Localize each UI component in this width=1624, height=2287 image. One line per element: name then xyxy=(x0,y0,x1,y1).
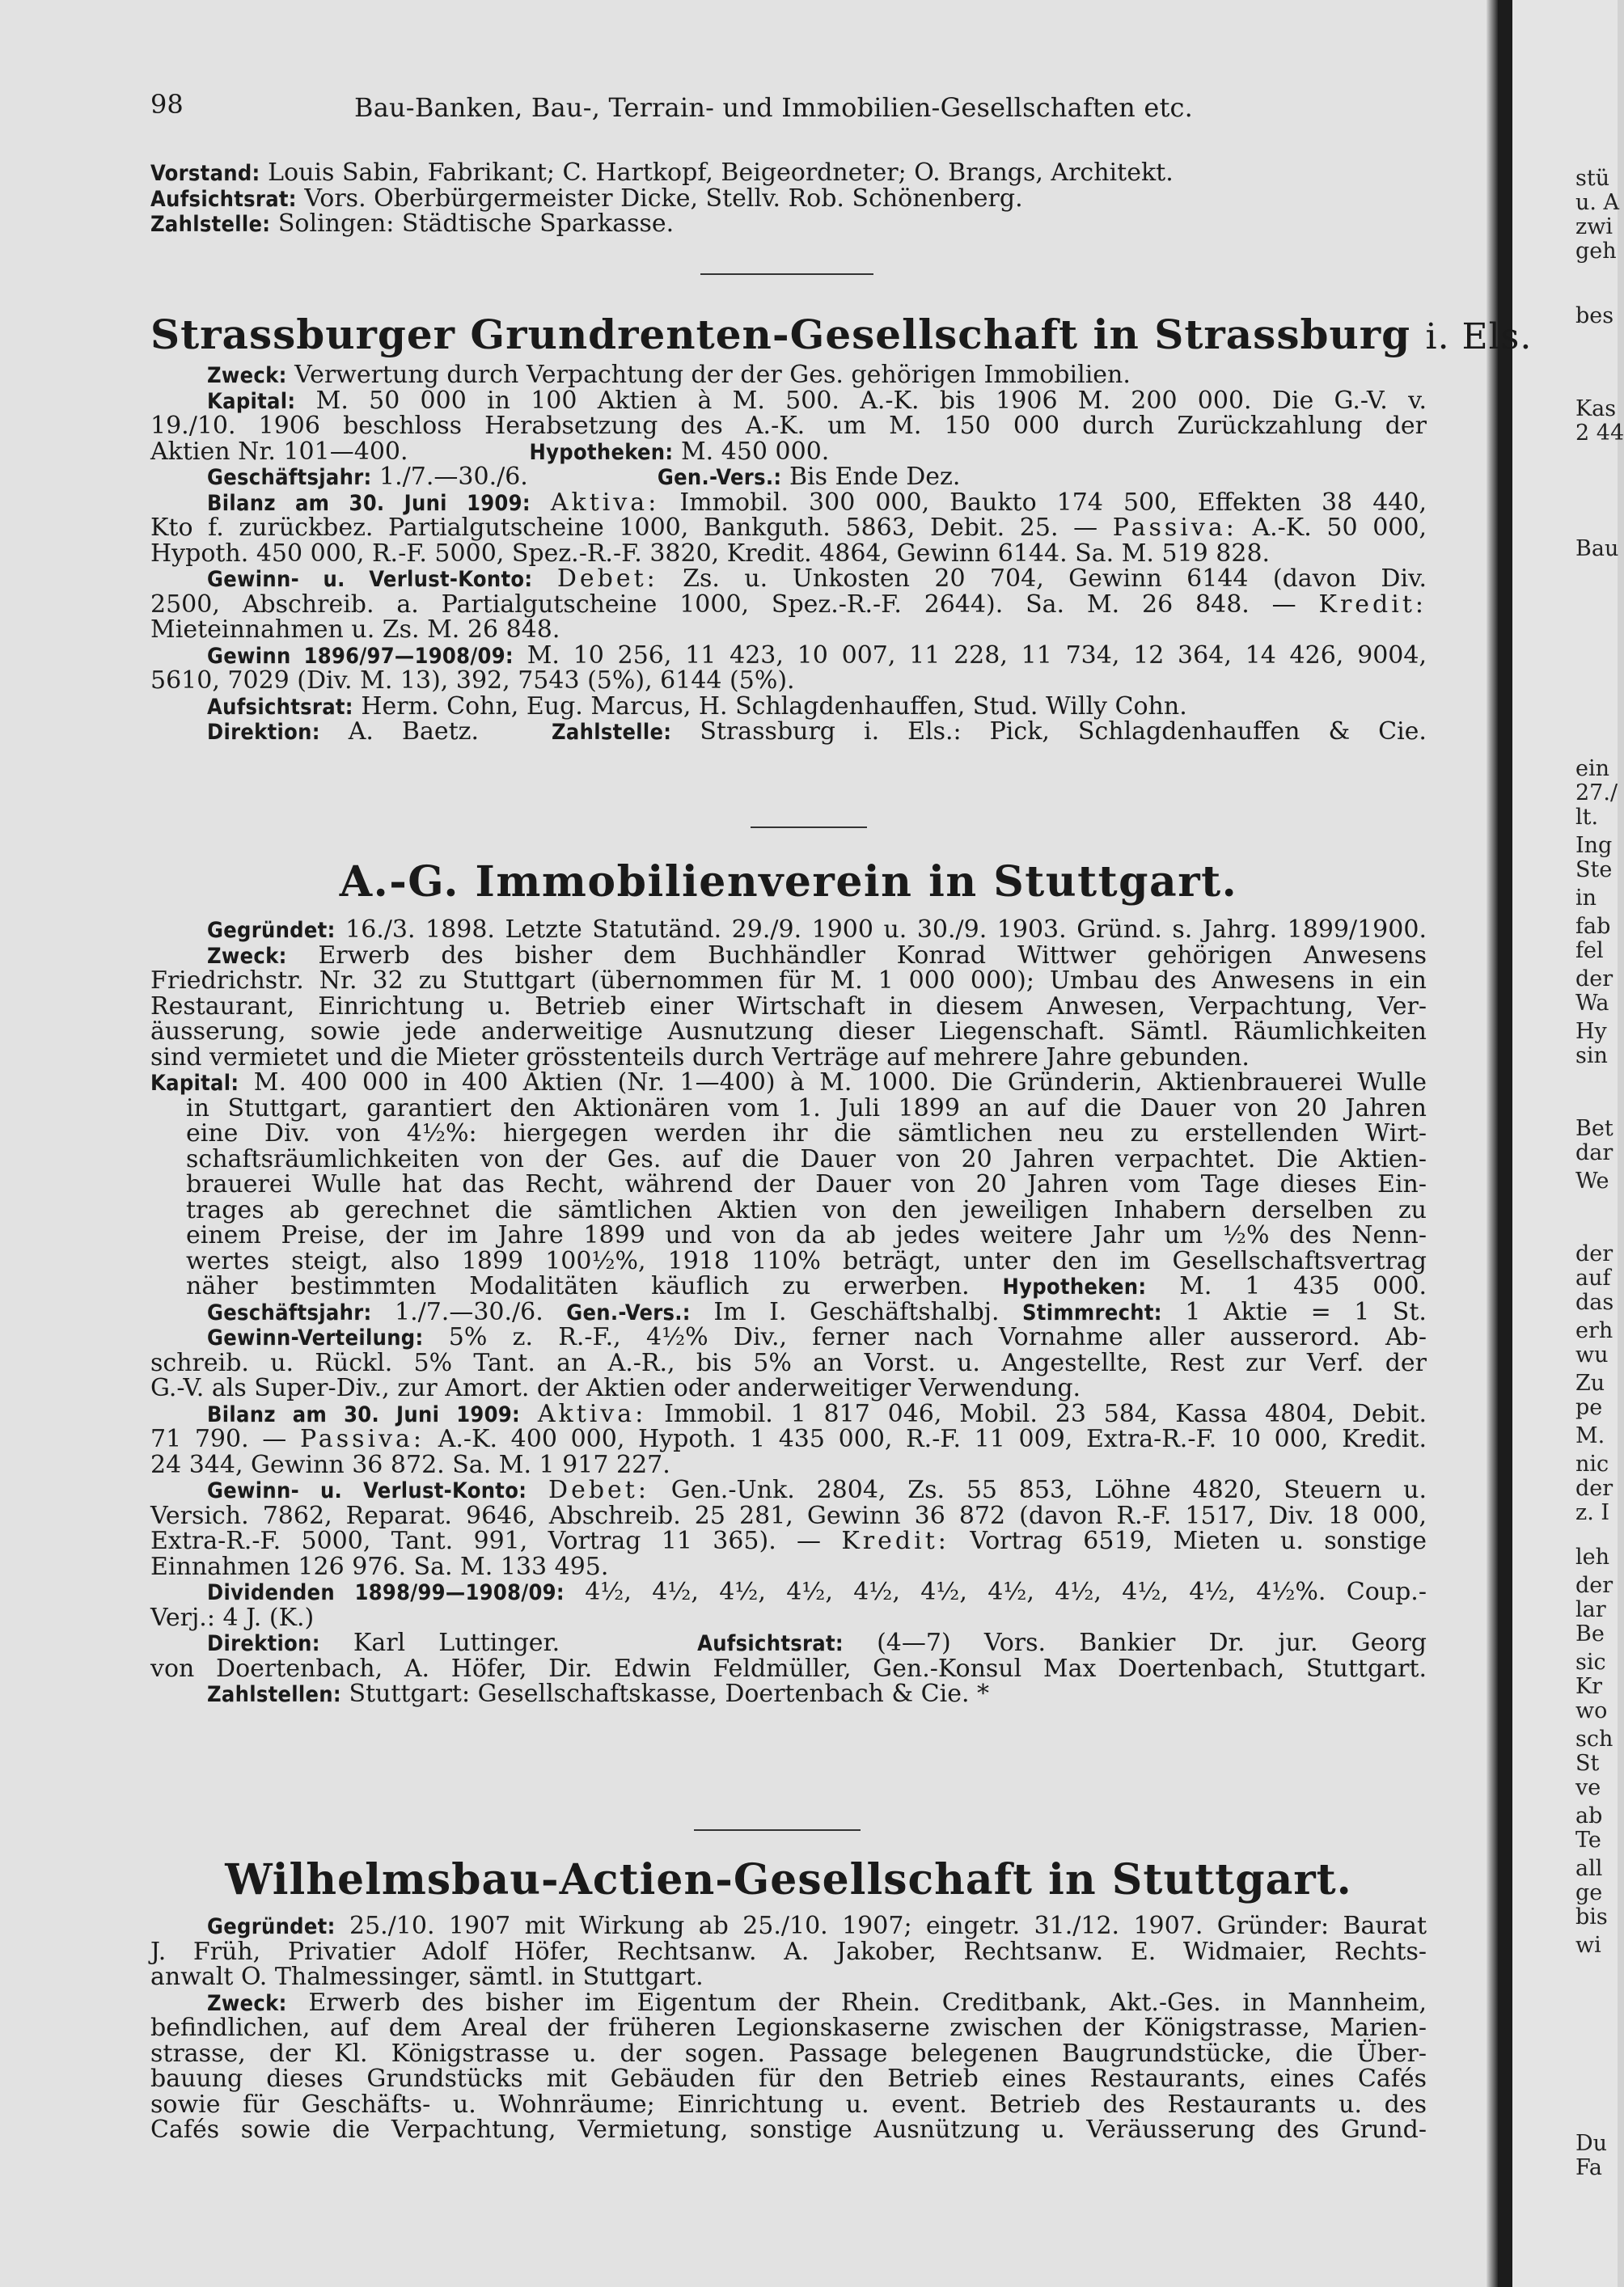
company-title xyxy=(150,857,1427,907)
vorstand-label: Vorstand: xyxy=(150,161,260,186)
adjacent-page-fragment: geh xyxy=(1575,239,1617,264)
geschaeftsjahr-label: Geschäftsjahr: xyxy=(207,465,372,490)
stimmrecht-text: 1 Aktie = 1 St. xyxy=(1185,1297,1427,1326)
adjacent-page-fragment: wo xyxy=(1575,1698,1608,1723)
adjacent-page-fragment: bis xyxy=(1575,1904,1608,1930)
hypotheken-label: Hypotheken: xyxy=(529,439,674,465)
bilanz-line xyxy=(150,1427,1427,1452)
company-title xyxy=(150,1855,1427,1904)
zahlstelle-line xyxy=(150,211,1427,237)
gegruendet-text: J. Früh, Privatier Adolf Höfer, Rechtsanw. A. Jakober, Rechtsanw. E. Widmaier, Rechts- xyxy=(150,1937,1427,1966)
adjacent-page-fragment: erh xyxy=(1575,1318,1613,1343)
kapital-text: trages ab gerechnet die sämtlichen Aktien von den jeweiligen Inhabern derselben zu xyxy=(186,1195,1427,1224)
bilanz-text: 71 790. — xyxy=(150,1425,287,1453)
gewinn-line xyxy=(150,640,1427,670)
zweck-label: Zweck: xyxy=(207,1990,287,2016)
kapital-hypotheken-line xyxy=(150,439,1427,465)
gewinn-verteilung-text: schreib. u. Rückl. 5% Tant. an A.-R., bis 5% an Vorst. u. Angestellte, Rest zur Verf. der xyxy=(150,1348,1427,1377)
zweck-text: Erwerb des bisher dem Buchhändler Konrad Wittwer gehörigen Anwesens xyxy=(318,941,1427,970)
kredit-label: Kredit: xyxy=(841,1527,949,1555)
zahlstelle-label: Zahlstelle: xyxy=(150,212,271,237)
bilanz-text: A.-K. 400 000, Hypoth. 1 435 000, R.-F. 11 009, Extra-R.-F. 10 000, Kredit. xyxy=(438,1425,1427,1453)
bilanz-line xyxy=(150,1401,1427,1427)
hypotheken-label: Hypotheken: xyxy=(1002,1275,1147,1300)
adjacent-page-fragment: ein xyxy=(1575,756,1610,781)
zweck-line xyxy=(150,362,1427,388)
direktion-aufsichtsrat-line xyxy=(150,1630,1427,1656)
zweck-text: strasse, der Kl. Königstrasse u. der sogen. Passage belegenen Baugrundstücke, die Über- xyxy=(150,2039,1427,2068)
kapital-text: in Stuttgart, garantiert den Aktionären vom 1. Juli 1899 an auf die Dauer von 20 Jahren xyxy=(186,1093,1427,1122)
gewinn-verteilung-text: 5% z. R.-F., 4½% Div., ferner nach Vornahme aller ausserord. Ab- xyxy=(448,1323,1427,1351)
company-name: Wilhelmsbau-Actien-Gesellschaft in Stuttgart. xyxy=(225,1855,1352,1904)
adjacent-page-fragment: pe xyxy=(1575,1395,1603,1420)
hypotheken-text: M. 450 000. xyxy=(680,437,830,466)
kapital-text: schaftsräumlichkeiten von der Ges. auf die Dauer von 20 Jahren verpachtet. Die Aktien- xyxy=(186,1144,1427,1173)
debet-label: Debet: xyxy=(556,564,658,593)
adjacent-page-fragment: all xyxy=(1575,1856,1603,1881)
bilanz-text: 24 344, Gewinn 36 872. Sa. M. 1 917 227. xyxy=(150,1450,670,1479)
zahlstellen-label: Zahlstellen: xyxy=(207,1682,341,1707)
company-entry-immobilienverein xyxy=(150,917,1427,1707)
gewinn-verteilung-text: G.-V. als Super-Div., zur Amort. der Aktien oder anderweitiger Verwendung. xyxy=(150,1374,1081,1402)
geschaeftsjahr-line xyxy=(150,464,1427,490)
aufsichtsrat-text: Vors. Oberbürgermeister Dicke, Stellv. Rob. Schönenberg. xyxy=(304,184,1023,213)
adjacent-page-fragment: Fa xyxy=(1575,2155,1602,2180)
genvers-label: Gen.-Vers.: xyxy=(657,465,782,490)
adjacent-page-fragment: sch xyxy=(1575,1727,1613,1752)
aufsichtsrat-label: Aufsichtsrat: xyxy=(207,694,353,720)
company-name: A.-G. Immobilienverein in Stuttgart. xyxy=(339,857,1238,907)
kapital-line xyxy=(150,388,1427,414)
aufsichtsrat-label: Aufsichtsrat: xyxy=(697,1631,844,1656)
guv-line xyxy=(150,566,1427,592)
adjacent-page-fragment: das xyxy=(1575,1290,1614,1315)
company-title xyxy=(150,311,1533,358)
adjacent-page-fragment: der xyxy=(1575,1573,1613,1598)
kapital-text: näher bestimmten Modalitäten käuflich zu erwerben. xyxy=(186,1272,970,1300)
adjacent-page-fragment: Ing xyxy=(1575,833,1613,858)
adjacent-page-fragment: Zu xyxy=(1575,1371,1605,1396)
dividenden-label: Dividenden 1898/99—1908/09: xyxy=(207,1580,565,1605)
vorstand-text: Louis Sabin, Fabrikant; C. Hartkopf, Beigeordneter; O. Brangs, Architekt. xyxy=(268,159,1174,187)
kapital-text: M. 400 000 in 400 Aktien (Nr. 1—400) à M. 1000. Die Gründerin, Aktienbrauerei Wulle xyxy=(253,1068,1427,1097)
gegruendet-text: 16./3. 1898. Letzte Statutänd. 29./9. 1900 u. 30./9. 1903. Gründ. s. Jahrg. 1899/1900. xyxy=(345,915,1427,944)
guv-line xyxy=(150,592,1427,618)
separator-rule xyxy=(751,826,867,828)
adjacent-page-fragment: We xyxy=(1575,1169,1609,1194)
dividenden-text: Verj.: 4 J. (K.) xyxy=(150,1603,315,1632)
kapital-text: wertes steigt, also 1899 100½%, 1918 110% beträgt, unter den im Gesellschaftsvertrag xyxy=(186,1246,1427,1275)
adjacent-page-fragment: der xyxy=(1575,966,1613,991)
adjacent-page-fragment: wu xyxy=(1575,1342,1609,1368)
genvers-text: Im I. Geschäftshalbj. xyxy=(713,1297,1000,1326)
guv-text: Vortrag 6519, Mieten u. sonstige xyxy=(970,1527,1427,1555)
bilanz-text: Immobil. 1 817 046, Mobil. 23 584, Kassa 4804, Debit. xyxy=(664,1399,1427,1428)
dividenden-line xyxy=(150,1579,1427,1605)
kredit-label: Kredit: xyxy=(1318,590,1427,619)
aufsichtsrat-line xyxy=(150,691,1427,721)
zweck-text: Erwerb des bisher im Eigentum der Rhein. Creditbank, Akt.-Ges. in Mannheim, xyxy=(308,1988,1427,2017)
aktiva-label: Aktiva: xyxy=(550,488,660,517)
adjacent-page-fragment: 27./ xyxy=(1575,780,1618,805)
adjacent-page-fragment: ge xyxy=(1575,1880,1603,1905)
kapital-text: einem Preise, der im Jahre 1899 und von da ab jedes weitere Jahr um ½% des Nenn- xyxy=(186,1221,1427,1249)
kapital-text: eine Div. von 4½%: hiergegen werden ihr die sämtlichen neu zu erstellenden Wirt- xyxy=(186,1119,1427,1148)
zahlstelle-text: Solingen: Städtische Sparkasse. xyxy=(277,209,675,238)
guv-text: Einnahmen 126 976. Sa. M. 133 495. xyxy=(150,1552,609,1581)
kapital-hypotheken-line xyxy=(150,1274,1427,1300)
direktion-text: Karl Luttinger. xyxy=(353,1629,560,1657)
zweck-line xyxy=(150,1990,1427,2016)
adjacent-page-fragment: lt. xyxy=(1575,805,1599,830)
adjacent-page-fragment: Be xyxy=(1575,1621,1605,1647)
passiva-label: Passiva: xyxy=(1112,514,1237,542)
zweck-label: Zweck: xyxy=(207,943,287,969)
zweck-text: bauung dieses Grundstücks mit Gebäuden für den Betrieb eines Restaurants, eines Cafés xyxy=(150,2065,1427,2093)
passiva-label: Passiva: xyxy=(299,1425,425,1453)
adjacent-page-fragment: in xyxy=(1575,886,1597,911)
gegruendet-label: Gegründet: xyxy=(207,1914,336,1939)
kapital-text: brauerei Wulle hat das Recht, während der Dauer von 20 Jahren vom Tage dieses Ein- xyxy=(186,1170,1427,1198)
adjacent-page-fragment: stü xyxy=(1575,166,1610,191)
geschaeftsjahr-text: 1./7.—30./6. xyxy=(379,463,528,491)
page-header xyxy=(150,89,1267,125)
adjacent-page-fragment: Wa xyxy=(1575,991,1609,1016)
bilanz-text: A.-K. 50 000, xyxy=(1252,514,1427,542)
direktion-text: A. Baetz. xyxy=(348,717,480,746)
adjacent-page-fragment: Du xyxy=(1575,2131,1608,2156)
adjacent-page-fragment: der xyxy=(1575,1241,1613,1266)
adjacent-page-fragment: bes xyxy=(1575,303,1614,328)
gewinn-verteilung-label: Gewinn-Verteilung: xyxy=(207,1325,424,1351)
gewinn-text: 5610, 7029 (Div. M. 13), 392, 7543 (5%), 6144 (5%). xyxy=(150,666,795,695)
kapital-text: Aktien Nr. 101—400. xyxy=(150,437,408,466)
zweck-text: Cafés sowie die Verpachtung, Vermietung, sonstige Ausnützung u. Veräusserung des Grund- xyxy=(150,2116,1427,2144)
guv-text: Versich. 7862, Reparat. 9646, Abschreib. 25 281, Gewinn 36 872 (davon R.-F. 1517, Div. 18 000, xyxy=(150,1501,1427,1530)
previous-entry-tail xyxy=(150,160,1427,237)
adjacent-page-fragment: wi xyxy=(1575,1933,1601,1958)
adjacent-page-fragment: Hy xyxy=(1575,1019,1607,1044)
zweck-text: Restaurant, Einrichtung u. Betrieb einer Wirtschaft in diesem Anwesen, Verpachtung, Ver- xyxy=(150,991,1427,1021)
bilanz-text: Immobil. 300 000, Baukto 174 500, Effekten 38 440, xyxy=(679,488,1427,517)
bilanz-text: Hypoth. 450 000, R.-F. 5000, Spez.-R.-F. 3820, Kredit. 4864, Gewinn 6144. Sa. M. 519 828. xyxy=(150,539,1271,568)
company-entry-strassburger xyxy=(150,362,1427,745)
gegruendet-label: Gegründet: xyxy=(207,918,336,943)
genvers-text: Bis Ende Dez. xyxy=(789,463,961,491)
hypotheken-text: M. 1 435 000. xyxy=(1179,1272,1427,1300)
zweck-line xyxy=(150,943,1427,969)
direktion-zahlstelle-line xyxy=(150,719,1427,745)
company-entry-wilhelmsbau xyxy=(150,1913,1427,2143)
aufsichtsrat-text: Herm. Cohn, Eug. Marcus, H. Schlagdenhauffen, Stud. Willy Cohn. xyxy=(361,691,1187,721)
adjacent-page-fragment: 2 44 xyxy=(1575,421,1624,446)
guv-text: Zs. u. Unkosten 20 704, Gewinn 6144 (davon Div. xyxy=(683,564,1427,593)
direktion-label: Direktion: xyxy=(207,720,320,745)
zweck-text: befindlichen, auf dem Areal der früheren Legionskaserne zwischen der Königstrasse, Marien- xyxy=(150,2014,1427,2042)
gewinn-text: M. 10 256, 11 423, 10 007, 11 228, 11 734, 12 364, 14 426, 9004, xyxy=(527,640,1427,670)
adjacent-page-fragment: ve xyxy=(1575,1775,1601,1800)
aufsichtsrat-text: (4—7) Vors. Bankier Dr. jur. Georg xyxy=(877,1629,1427,1657)
bilanz-line xyxy=(150,490,1427,516)
kapital-text: M. 50 000 in 100 Aktien à M. 500. A.-K. bis 1906 M. 200 000. Die G.-V. v. xyxy=(315,386,1427,415)
adjacent-page-fragment: Bau xyxy=(1575,536,1619,561)
guv-text: Gen.-Unk. 2804, Zs. 55 853, Löhne 4820, Steuern u. xyxy=(670,1476,1427,1504)
adjacent-page-fragment: ab xyxy=(1575,1803,1603,1828)
running-head: Bau-Banken, Bau-, Terrain- und Immobilien-Gesellschaften etc. xyxy=(354,92,1194,123)
adjacent-page-fragment: dar xyxy=(1575,1140,1613,1165)
stimmrecht-label: Stimmrecht: xyxy=(1021,1300,1162,1325)
gegruendet-text: anwalt O. Thalmessinger, sämtl. in Stuttgart. xyxy=(150,1963,704,1991)
zahlstelle-text: Strassburg i. Els.: Pick, Schlagdenhauffen & Cie. xyxy=(700,717,1427,746)
guv-text: 2500, Abschreib. a. Partialgutscheine 1000, Spez.-R.-F. 2644). Sa. M. 26 848. — xyxy=(150,590,1296,619)
geschaeftsjahr-text: 1./7.—30./6. xyxy=(394,1297,543,1326)
gegruendet-text: 25./10. 1907 mit Wirkung ab 25./10. 1907; eingetr. 31./12. 1907. Gründer: Baurat xyxy=(349,1912,1427,1940)
zweck-text: sind vermietet und die Mieter grösstenteils durch Verträge auf mehrere Jahre gebunden. xyxy=(150,1042,1250,1072)
adjacent-page-fragment: zwi xyxy=(1575,214,1613,239)
kapital-line xyxy=(150,1070,1427,1096)
gewinn-label: Gewinn 1896/97—1908/09: xyxy=(207,643,514,669)
dividenden-text: 4½, 4½, 4½, 4½, 4½, 4½, 4½, 4½, 4½, 4½, 4½%. Coup.- xyxy=(585,1578,1427,1606)
adjacent-page-fragment: St xyxy=(1575,1751,1600,1776)
adjacent-page-fragment: auf xyxy=(1575,1266,1611,1291)
company-name: Strassburger Grundrenten-Gesellschaft in Strassburg xyxy=(150,311,1411,358)
adjacent-page-fragment: fab xyxy=(1575,914,1611,939)
zahlstellen-text: Stuttgart: Gesellschaftskasse, Doertenbach & Cie. * xyxy=(349,1680,990,1708)
zweck-text: Friedrichstr. Nr. 32 zu Stuttgart (übernommen für M. 1 000 000); Umbau des Anwesens in ein xyxy=(150,966,1427,995)
guv-text: Mieteinnahmen u. Zs. M. 26 848. xyxy=(150,615,560,644)
gegruendet-line xyxy=(150,1913,1427,1939)
genvers-label: Gen.-Vers.: xyxy=(566,1300,691,1325)
adjacent-page-fragment: lar xyxy=(1575,1597,1606,1622)
direktion-label: Direktion: xyxy=(207,1631,320,1656)
guv-text: Extra-R.-F. 5000, Tant. 991, Vortrag 11 365). — xyxy=(150,1527,822,1555)
kapital-label: Kapital: xyxy=(150,1071,239,1096)
zahlstellen-line xyxy=(150,1681,1427,1707)
aufsichtsrat-line xyxy=(150,186,1427,212)
adjacent-page-fragment: nic xyxy=(1575,1452,1609,1477)
separator-rule xyxy=(694,1829,861,1831)
adjacent-page-fragment: Kas xyxy=(1575,396,1617,421)
bilanz-label: Bilanz am 30. Juni 1909: xyxy=(207,1401,521,1427)
separator-rule xyxy=(700,273,873,275)
kapital-label: Kapital: xyxy=(207,388,296,414)
adjacent-page-fragment: Kr xyxy=(1575,1674,1603,1699)
bilanz-line xyxy=(150,515,1427,541)
zweck-text: sowie für Geschäfts- u. Wohnräume; Einrichtung u. event. Betrieb des Restaurants u. des xyxy=(150,2090,1427,2119)
adjacent-page-fragment: sin xyxy=(1575,1043,1608,1068)
kapital-text: 19./10. 1906 beschloss Herabsetzung des A.-K. um M. 150 000 durch Zurückzahlung der xyxy=(150,412,1427,440)
zweck-text: äusserung, sowie jede anderweitige Ausnutzung dieser Liegenschaft. Sämtl. Räumlichkeiten xyxy=(150,1017,1427,1046)
debet-label: Debet: xyxy=(548,1476,649,1504)
gewinn-verteilung-line xyxy=(150,1325,1427,1351)
aktiva-label: Aktiva: xyxy=(537,1399,647,1428)
guv-label: Gewinn- u. Verlust-Konto: xyxy=(207,567,533,592)
bilanz-text: Kto f. zurückbez. Partialgutscheine 1000, Bankguth. 5863, Debit. 25. — xyxy=(150,514,1098,542)
bilanz-label: Bilanz am 30. Juni 1909: xyxy=(207,490,531,516)
vorstand-line xyxy=(150,160,1427,186)
adjacent-page-fragment: sic xyxy=(1575,1650,1606,1675)
adjacent-page-fragment: Bet xyxy=(1575,1116,1613,1141)
guv-line xyxy=(150,1477,1427,1503)
zahlstelle-label: Zahlstelle: xyxy=(552,720,672,745)
adjacent-page-fragment: Ste xyxy=(1575,857,1613,882)
guv-line xyxy=(150,1528,1427,1554)
page-number: 98 xyxy=(150,89,184,120)
company-location-suffix: i. Els. xyxy=(1425,316,1533,357)
aufsichtsrat-label: Aufsichtsrat: xyxy=(150,186,297,212)
adjacent-page-fragment: z. I xyxy=(1575,1500,1610,1525)
guv-label: Gewinn- u. Verlust-Konto: xyxy=(207,1478,527,1503)
adjacent-page-fragment: der xyxy=(1575,1476,1613,1501)
gegruendet-line xyxy=(150,917,1427,943)
zweck-label: Zweck: xyxy=(207,363,287,388)
adjacent-page-fragment: u. A xyxy=(1575,190,1620,215)
adjacent-page-fragment: M. xyxy=(1575,1423,1605,1448)
aufsichtsrat-text: von Doertenbach, A. Höfer, Dir. Edwin Feldmüller, Gen.-Konsul Max Doertenbach, Stuttgart. xyxy=(150,1654,1427,1683)
geschaeftsjahr-label: Geschäftsjahr: xyxy=(207,1300,372,1325)
geschaeftsjahr-line xyxy=(150,1297,1427,1326)
adjacent-page-fragment: leh xyxy=(1575,1545,1610,1570)
zweck-text: Verwertung durch Verpachtung der der Ges. gehörigen Immobilien. xyxy=(294,361,1131,389)
adjacent-page-fragment: fel xyxy=(1575,938,1604,963)
adjacent-page-fragment: Te xyxy=(1575,1828,1601,1853)
